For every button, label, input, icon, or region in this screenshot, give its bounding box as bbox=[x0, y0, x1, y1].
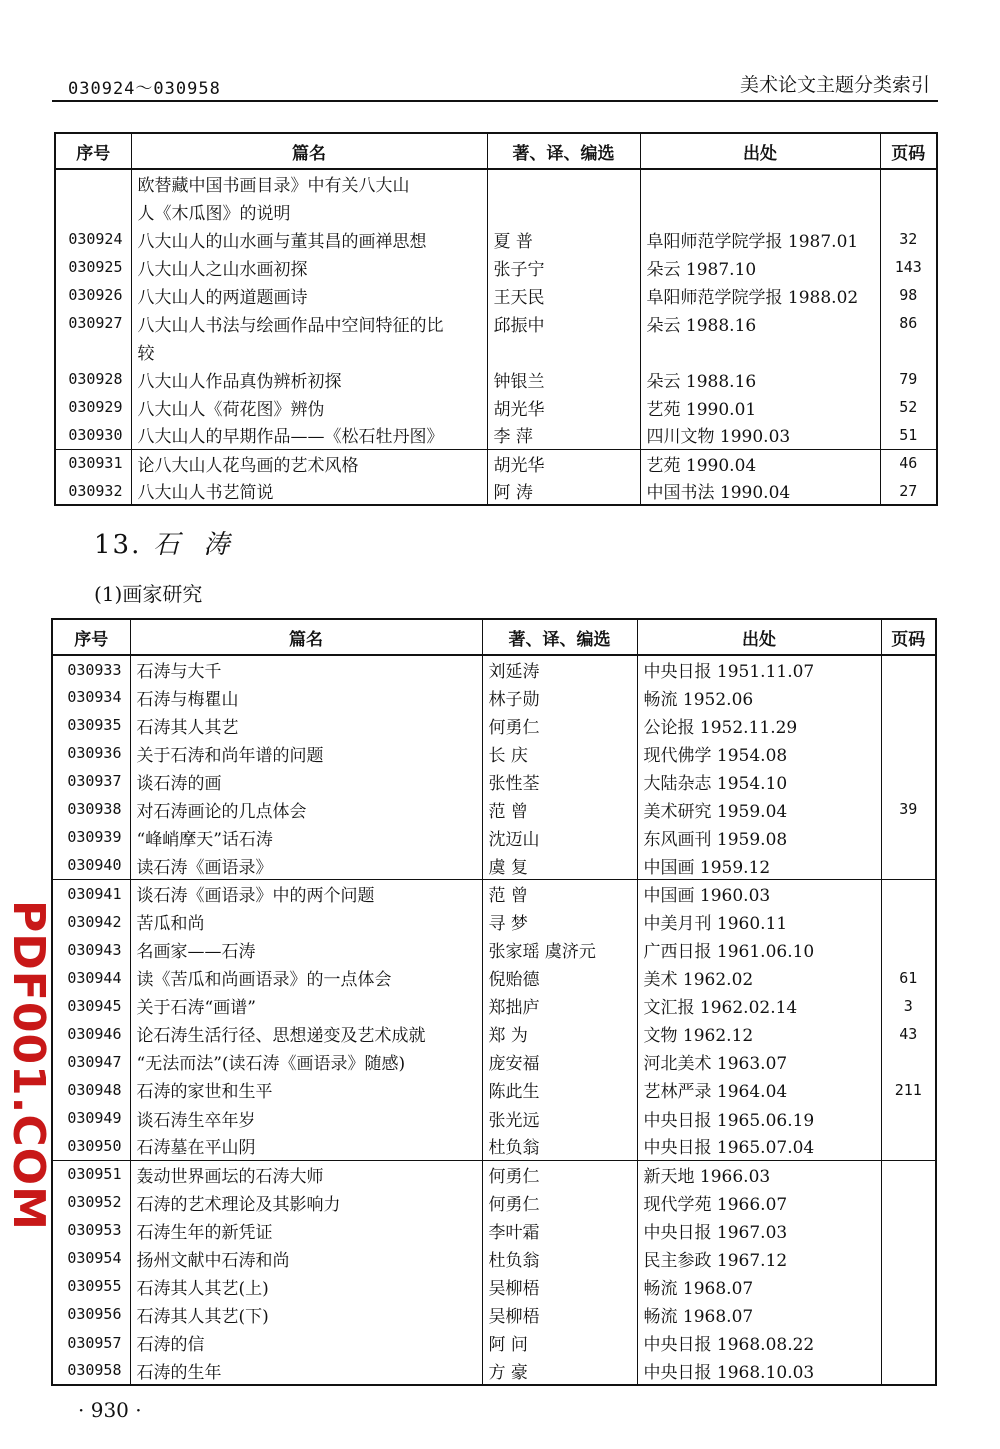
cell-title: 石涛其人其艺(上) bbox=[130, 1272, 482, 1300]
table-row bbox=[52, 823, 936, 851]
cell-page bbox=[881, 936, 936, 964]
table-row bbox=[55, 225, 937, 253]
col-header-seq: 序号 bbox=[55, 133, 131, 169]
cell-page bbox=[881, 655, 936, 683]
cell-page bbox=[881, 711, 936, 739]
cell-page bbox=[881, 1132, 936, 1160]
table-row bbox=[55, 365, 937, 393]
cell-author: 张光远 bbox=[482, 1104, 637, 1132]
cell-title: 欧替藏中国书画目录》中有关八大山 bbox=[131, 169, 487, 197]
cell-code: 030937 bbox=[67, 772, 122, 791]
table-row bbox=[55, 253, 937, 281]
cell-title: 八大山人之山水画初探 bbox=[131, 253, 487, 281]
cell-code: 030938 bbox=[67, 800, 122, 819]
cell-author: 何勇仁 bbox=[482, 1160, 637, 1188]
table-row bbox=[52, 1160, 936, 1188]
section-title bbox=[94, 524, 253, 561]
cell-author: 林子勋 bbox=[482, 683, 637, 711]
table-row bbox=[52, 880, 936, 908]
cell-page bbox=[881, 1300, 936, 1328]
cell-title: 石涛与梅瞿山 bbox=[130, 683, 482, 711]
cell-code: 030956 bbox=[67, 1305, 122, 1324]
cell-source: 中央日报 1951.11.07 bbox=[637, 655, 881, 683]
cell-source: 畅流 1968.07 bbox=[637, 1272, 881, 1300]
cell-title: 谈石涛《画语录》中的两个问题 bbox=[130, 880, 482, 908]
cell-author: 王天民 bbox=[487, 281, 640, 309]
cell-code: 030947 bbox=[67, 1052, 122, 1071]
cell-code: 030944 bbox=[67, 968, 122, 987]
table-row bbox=[52, 1104, 936, 1132]
cell-code bbox=[55, 337, 131, 365]
header-rule bbox=[52, 100, 938, 102]
cell-page: 61 bbox=[881, 964, 936, 992]
cell-author: 张家瑶 虞济元 bbox=[482, 936, 637, 964]
cell-author: 杜负翁 bbox=[482, 1244, 637, 1272]
cell-title: 石涛生年的新凭证 bbox=[130, 1216, 482, 1244]
cell-title: 八大山人书艺简说 bbox=[131, 477, 487, 505]
cell-page bbox=[881, 1329, 936, 1357]
cell-title: 读石涛《画语录》 bbox=[130, 851, 482, 879]
cell-page: 46 bbox=[880, 449, 937, 477]
table-row bbox=[52, 683, 936, 711]
cell-source: 美术 1962.02 bbox=[637, 964, 881, 992]
cell-code: 030948 bbox=[67, 1080, 122, 1099]
cell-author: 郑 为 bbox=[482, 1020, 637, 1048]
cell-author: 陈此生 bbox=[482, 1076, 637, 1104]
watermark: PDF001.COM bbox=[3, 900, 54, 1231]
cell-author: 范 曾 bbox=[482, 795, 637, 823]
table-row bbox=[52, 1272, 936, 1300]
cell-code: 030924 bbox=[68, 230, 123, 248]
table-row bbox=[52, 1329, 936, 1357]
cell-source: 大陆杂志 1954.10 bbox=[637, 767, 881, 795]
cell-author: 阿 涛 bbox=[487, 477, 640, 505]
cell-title: 八大山人的山水画与董其昌的画禅思想 bbox=[131, 225, 487, 253]
cell-code: 030943 bbox=[67, 940, 122, 959]
cell-code: 030930 bbox=[68, 425, 123, 444]
cell-title: 八大山人《荷花图》辨伪 bbox=[131, 393, 487, 421]
cell-code: 030958 bbox=[67, 1361, 122, 1380]
table-row bbox=[55, 169, 937, 197]
cell-page bbox=[881, 767, 936, 795]
cell-source: 中央日报 1968.08.22 bbox=[637, 1329, 881, 1357]
table-row bbox=[55, 421, 937, 449]
cell-source: 河北美术 1963.07 bbox=[637, 1048, 881, 1076]
cell-title: 扬州文献中石涛和尚 bbox=[130, 1244, 482, 1272]
cell-page bbox=[881, 851, 936, 879]
cell-page bbox=[881, 1272, 936, 1300]
cell-code: 030940 bbox=[67, 856, 122, 875]
col-header-page: 页码 bbox=[881, 619, 936, 655]
cell-author: 何勇仁 bbox=[482, 711, 637, 739]
cell-author: 吴柳梧 bbox=[482, 1300, 637, 1328]
cell-source: 文物 1962.12 bbox=[637, 1020, 881, 1048]
cell-author: 寻 梦 bbox=[482, 908, 637, 936]
cell-source: 广西日报 1961.06.10 bbox=[637, 936, 881, 964]
table-header-row bbox=[52, 619, 936, 655]
cell-title: 对石涛画论的几点体会 bbox=[130, 795, 482, 823]
table-row bbox=[52, 1300, 936, 1328]
cell-title: 谈石涛生卒年岁 bbox=[130, 1104, 482, 1132]
cell-title: 石涛其人其艺(下) bbox=[130, 1300, 482, 1328]
cell-page bbox=[881, 823, 936, 851]
cell-title: 关于石涛“画谱” bbox=[130, 992, 482, 1020]
page-number: · 930 · bbox=[78, 1398, 142, 1422]
cell-page bbox=[881, 1104, 936, 1132]
cell-page: 3 bbox=[881, 992, 936, 1020]
cell-code: 030957 bbox=[67, 1333, 122, 1352]
col-header-source: 出处 bbox=[640, 133, 880, 169]
cell-source: 中央日报 1968.10.03 bbox=[637, 1357, 881, 1385]
table-row bbox=[52, 1076, 936, 1104]
cell-source: 艺苑 1990.01 bbox=[640, 393, 880, 421]
cell-page: 79 bbox=[880, 365, 937, 393]
col-header-title: 篇名 bbox=[130, 619, 482, 655]
cell-code: 030925 bbox=[68, 258, 123, 276]
table-row bbox=[52, 851, 936, 879]
cell-title: 石涛的生年 bbox=[130, 1357, 482, 1385]
cell-code bbox=[55, 169, 131, 197]
cell-author: 长 庆 bbox=[482, 739, 637, 767]
cell-page bbox=[881, 1048, 936, 1076]
cell-page bbox=[881, 683, 936, 711]
col-header-author: 著、译、编选 bbox=[487, 133, 640, 169]
cell-page bbox=[881, 739, 936, 767]
cell-code: 030932 bbox=[68, 481, 123, 500]
cell-source: 东风画刊 1959.08 bbox=[637, 823, 881, 851]
cell-page: 211 bbox=[881, 1076, 936, 1104]
table-row bbox=[52, 711, 936, 739]
table-body bbox=[55, 169, 937, 505]
cell-author: 钟银兰 bbox=[487, 365, 640, 393]
cell-author: 吴柳梧 bbox=[482, 1272, 637, 1300]
cell-title: 石涛与大千 bbox=[130, 655, 482, 683]
cell-title: 八大山人作品真伪辨析初探 bbox=[131, 365, 487, 393]
table-row bbox=[55, 337, 937, 365]
cell-page bbox=[881, 1160, 936, 1188]
cell-source: 民主参政 1967.12 bbox=[637, 1244, 881, 1272]
cell-source: 中国画 1959.12 bbox=[637, 851, 881, 879]
table-row bbox=[55, 281, 937, 309]
table-row bbox=[55, 449, 937, 477]
cell-author: 刘延涛 bbox=[482, 655, 637, 683]
cell-source: 朵云 1988.16 bbox=[640, 365, 880, 393]
cell-code: 030927 bbox=[68, 314, 123, 332]
table-row bbox=[55, 309, 937, 337]
cell-source bbox=[640, 197, 880, 225]
cell-page bbox=[881, 1216, 936, 1244]
cell-source: 四川文物 1990.03 bbox=[640, 421, 880, 449]
cell-code: 030928 bbox=[68, 370, 123, 388]
cell-title: 八大山人书法与绘画作品中空间特征的比 bbox=[131, 309, 487, 337]
section-name: 石涛 bbox=[153, 530, 254, 560]
cell-page: 98 bbox=[880, 281, 937, 309]
cell-title: 苦瓜和尚 bbox=[130, 908, 482, 936]
cell-code: 030939 bbox=[67, 828, 122, 847]
col-header-source: 出处 bbox=[637, 619, 881, 655]
cell-source: 艺苑 1990.04 bbox=[640, 449, 880, 477]
cell-source: 中国画 1960.03 bbox=[637, 880, 881, 908]
col-header-seq: 序号 bbox=[52, 619, 130, 655]
cell-title: 名画家——石涛 bbox=[130, 936, 482, 964]
cell-source: 艺林严录 1964.04 bbox=[637, 1076, 881, 1104]
cell-title: “峰峭摩天”话石涛 bbox=[130, 823, 482, 851]
cell-code: 030934 bbox=[67, 688, 122, 707]
cell-source: 美术研究 1959.04 bbox=[637, 795, 881, 823]
cell-code: 030942 bbox=[67, 912, 122, 931]
cell-code: 030935 bbox=[67, 716, 122, 735]
cell-source: 阜阳师范学院学报 1988.02 bbox=[640, 281, 880, 309]
table-row bbox=[52, 795, 936, 823]
cell-code: 030949 bbox=[67, 1109, 122, 1128]
cell-author: 邱振中 bbox=[487, 309, 640, 337]
cell-title: 谈石涛的画 bbox=[130, 767, 482, 795]
cell-author: 何勇仁 bbox=[482, 1188, 637, 1216]
table-row bbox=[52, 739, 936, 767]
cell-title: 论八大山人花鸟画的艺术风格 bbox=[131, 449, 487, 477]
table-row bbox=[55, 477, 937, 505]
col-header-page: 页码 bbox=[880, 133, 937, 169]
cell-author bbox=[487, 197, 640, 225]
cell-page: 143 bbox=[880, 253, 937, 281]
cell-source: 朵云 1988.16 bbox=[640, 309, 880, 337]
cell-title: 较 bbox=[131, 337, 487, 365]
table-row bbox=[52, 1188, 936, 1216]
cell-code: 030954 bbox=[67, 1249, 122, 1268]
cell-author: 郑拙庐 bbox=[482, 992, 637, 1020]
cell-source bbox=[640, 337, 880, 365]
table-row bbox=[52, 1244, 936, 1272]
cell-page: 39 bbox=[881, 795, 936, 823]
cell-source: 文汇报 1962.02.14 bbox=[637, 992, 881, 1020]
cell-author: 倪贻德 bbox=[482, 964, 637, 992]
cell-author: 方 豪 bbox=[482, 1357, 637, 1385]
cell-author: 胡光华 bbox=[487, 449, 640, 477]
cell-source: 阜阳师范学院学报 1987.01 bbox=[640, 225, 880, 253]
cell-title: 读《苦瓜和尚画语录》的一点体会 bbox=[130, 964, 482, 992]
cell-source: 中国书法 1990.04 bbox=[640, 477, 880, 505]
table-row bbox=[52, 1048, 936, 1076]
cell-author: 胡光华 bbox=[487, 393, 640, 421]
cell-title: 论石涛生活行径、思想递变及艺术成就 bbox=[130, 1020, 482, 1048]
cell-page: 52 bbox=[880, 393, 937, 421]
cell-author: 沈迈山 bbox=[482, 823, 637, 851]
cell-source: 中央日报 1965.06.19 bbox=[637, 1104, 881, 1132]
table-row bbox=[52, 1357, 936, 1385]
table-row bbox=[52, 1216, 936, 1244]
cell-source: 中美月刊 1960.11 bbox=[637, 908, 881, 936]
cell-page bbox=[881, 1188, 936, 1216]
table-row bbox=[52, 767, 936, 795]
cell-source: 现代佛学 1954.08 bbox=[637, 739, 881, 767]
cell-code: 030945 bbox=[67, 996, 122, 1015]
table-row bbox=[52, 964, 936, 992]
cell-page bbox=[881, 908, 936, 936]
cell-page bbox=[880, 337, 937, 365]
cell-code: 030929 bbox=[68, 398, 123, 416]
table-header-row bbox=[55, 133, 937, 169]
cell-code: 030950 bbox=[67, 1136, 122, 1155]
cell-title: 石涛的家世和生平 bbox=[130, 1076, 482, 1104]
cell-title: 石涛的艺术理论及其影响力 bbox=[130, 1188, 482, 1216]
cell-title: 轰动世界画坛的石涛大师 bbox=[130, 1160, 482, 1188]
cell-source: 现代学苑 1966.07 bbox=[637, 1188, 881, 1216]
index-table-bada-shanren bbox=[54, 132, 938, 506]
cell-source: 中央日报 1967.03 bbox=[637, 1216, 881, 1244]
cell-code: 030941 bbox=[52, 880, 130, 908]
col-header-author: 著、译、编选 bbox=[482, 619, 637, 655]
cell-code: 030951 bbox=[52, 1160, 130, 1188]
cell-page bbox=[881, 1244, 936, 1272]
cell-title: 八大山人的两道题画诗 bbox=[131, 281, 487, 309]
cell-author: 李 萍 bbox=[487, 421, 640, 449]
cell-title: “无法而法”(读石涛《画语录》随感) bbox=[130, 1048, 482, 1076]
cell-author bbox=[487, 169, 640, 197]
col-header-title: 篇名 bbox=[131, 133, 487, 169]
cell-page: 43 bbox=[881, 1020, 936, 1048]
cell-author: 虞 复 bbox=[482, 851, 637, 879]
cell-code: 030933 bbox=[67, 660, 122, 679]
cell-source: 新天地 1966.03 bbox=[637, 1160, 881, 1188]
cell-page: 51 bbox=[880, 421, 937, 449]
cell-code: 030926 bbox=[68, 286, 123, 304]
table-row bbox=[52, 908, 936, 936]
cell-title: 石涛墓在平山阴 bbox=[130, 1132, 482, 1160]
cell-code: 030952 bbox=[67, 1193, 122, 1212]
table-row bbox=[52, 1132, 936, 1160]
cell-page bbox=[880, 169, 937, 197]
cell-code: 030931 bbox=[55, 449, 131, 477]
table-row bbox=[52, 936, 936, 964]
cell-source: 畅流 1952.06 bbox=[637, 683, 881, 711]
cell-author bbox=[487, 337, 640, 365]
cell-page: 86 bbox=[880, 309, 937, 337]
table-row bbox=[55, 393, 937, 421]
table-row bbox=[52, 1020, 936, 1048]
cell-author: 范 曾 bbox=[482, 880, 637, 908]
cell-source: 公论报 1952.11.29 bbox=[637, 711, 881, 739]
index-table-shitao bbox=[51, 618, 937, 1386]
section-number: 13. bbox=[94, 530, 142, 560]
cell-author: 杜负翁 bbox=[482, 1132, 637, 1160]
cell-page bbox=[881, 1357, 936, 1385]
cell-page bbox=[881, 880, 936, 908]
cell-author: 庞安福 bbox=[482, 1048, 637, 1076]
table-row bbox=[55, 197, 937, 225]
cell-code: 030953 bbox=[67, 1221, 122, 1240]
cell-title: 八大山人的早期作品——《松石牡丹图》 bbox=[131, 421, 487, 449]
cell-source: 中央日报 1965.07.04 bbox=[637, 1132, 881, 1160]
cell-source: 畅流 1968.07 bbox=[637, 1300, 881, 1328]
header-range: 030924～030958 bbox=[68, 79, 221, 99]
cell-source bbox=[640, 169, 880, 197]
cell-author: 夏 普 bbox=[487, 225, 640, 253]
table-body bbox=[52, 655, 936, 1385]
cell-code: 030955 bbox=[67, 1277, 122, 1296]
cell-author: 阿 问 bbox=[482, 1329, 637, 1357]
subsection-title: (1)画家研究 bbox=[94, 582, 203, 606]
table-row bbox=[52, 992, 936, 1020]
cell-source: 朵云 1987.10 bbox=[640, 253, 880, 281]
cell-author: 张性荃 bbox=[482, 767, 637, 795]
cell-title: 石涛其人其艺 bbox=[130, 711, 482, 739]
cell-title: 石涛的信 bbox=[130, 1329, 482, 1357]
cell-title: 关于石涛和尚年谱的问题 bbox=[130, 739, 482, 767]
table-row bbox=[52, 655, 936, 683]
cell-code: 030936 bbox=[67, 744, 122, 763]
cell-author: 张子宁 bbox=[487, 253, 640, 281]
cell-author: 李叶霜 bbox=[482, 1216, 637, 1244]
cell-title: 人《木瓜图》的说明 bbox=[131, 197, 487, 225]
cell-code bbox=[55, 197, 131, 225]
header-book-title: 美术论文主题分类索引 bbox=[739, 74, 930, 96]
cell-page bbox=[880, 197, 937, 225]
cell-code: 030946 bbox=[67, 1024, 122, 1043]
cell-page: 32 bbox=[880, 225, 937, 253]
cell-page: 27 bbox=[880, 477, 937, 505]
